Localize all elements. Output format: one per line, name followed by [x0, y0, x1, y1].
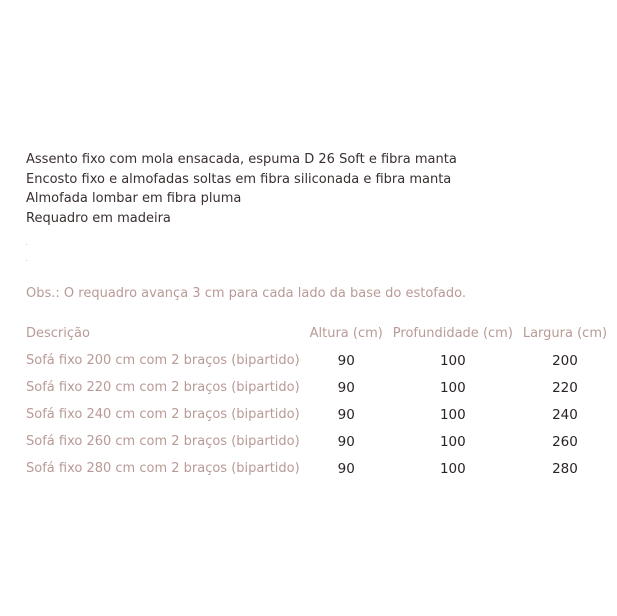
- row-altura: 90: [337, 433, 355, 450]
- table-row: [26, 374, 617, 401]
- row-descricao: Sofá fixo 220 cm com 2 braços (bipartido): [26, 380, 300, 395]
- header-altura: Altura (cm): [309, 326, 383, 341]
- feature-requadro: Requadro em madeira: [26, 210, 171, 226]
- feature-assento: Assento fixo com mola ensacada, espuma D 26 Soft e fibra manta: [26, 152, 457, 167]
- header-descricao: Descrição: [26, 326, 90, 341]
- row-descricao: Sofá fixo 200 cm com 2 braços (bipartido): [26, 353, 300, 368]
- row-profundidade: 100: [439, 433, 466, 450]
- feature-encosto: Encosto fixo e almofadas soltas em fibra siliconada e fibra manta: [26, 171, 452, 187]
- row-altura: 90: [337, 352, 355, 369]
- row-profundidade: 100: [439, 460, 466, 477]
- header-largura: Largura (cm): [522, 326, 608, 341]
- row-largura: 260: [552, 433, 578, 450]
- row-descricao: Sofá fixo 280 cm com 2 braços (bipartido): [26, 461, 300, 476]
- table-row: [26, 428, 617, 455]
- row-largura: 220: [552, 379, 578, 396]
- dimensions-table: [26, 320, 617, 482]
- row-profundidade: 100: [439, 379, 466, 396]
- row-largura: 200: [552, 352, 578, 369]
- table-header-row: [26, 320, 617, 347]
- row-profundidade: 100: [439, 406, 466, 423]
- row-largura: 240: [552, 406, 578, 423]
- header-profundidade: Profundidade (cm): [392, 326, 513, 341]
- feature-almofada: Almofada lombar em fibra pluma: [26, 191, 242, 206]
- product-features: [26, 150, 457, 228]
- empty-paragraph-marker: [26, 260, 27, 261]
- row-altura: 90: [337, 406, 355, 423]
- observation-note: Obs.: O requadro avança 3 cm para cada lado da base do estofado.: [26, 286, 466, 301]
- table-row: [26, 347, 617, 374]
- table-row: [26, 455, 617, 482]
- row-altura: 90: [337, 460, 355, 477]
- row-descricao: Sofá fixo 260 cm com 2 braços (bipartido): [26, 434, 300, 449]
- row-profundidade: 100: [439, 352, 466, 369]
- row-largura: 280: [552, 460, 578, 477]
- table-row: [26, 401, 617, 428]
- row-descricao: Sofá fixo 240 cm com 2 braços (bipartido): [26, 407, 300, 422]
- row-altura: 90: [337, 379, 355, 396]
- empty-paragraph-marker: [26, 244, 27, 245]
